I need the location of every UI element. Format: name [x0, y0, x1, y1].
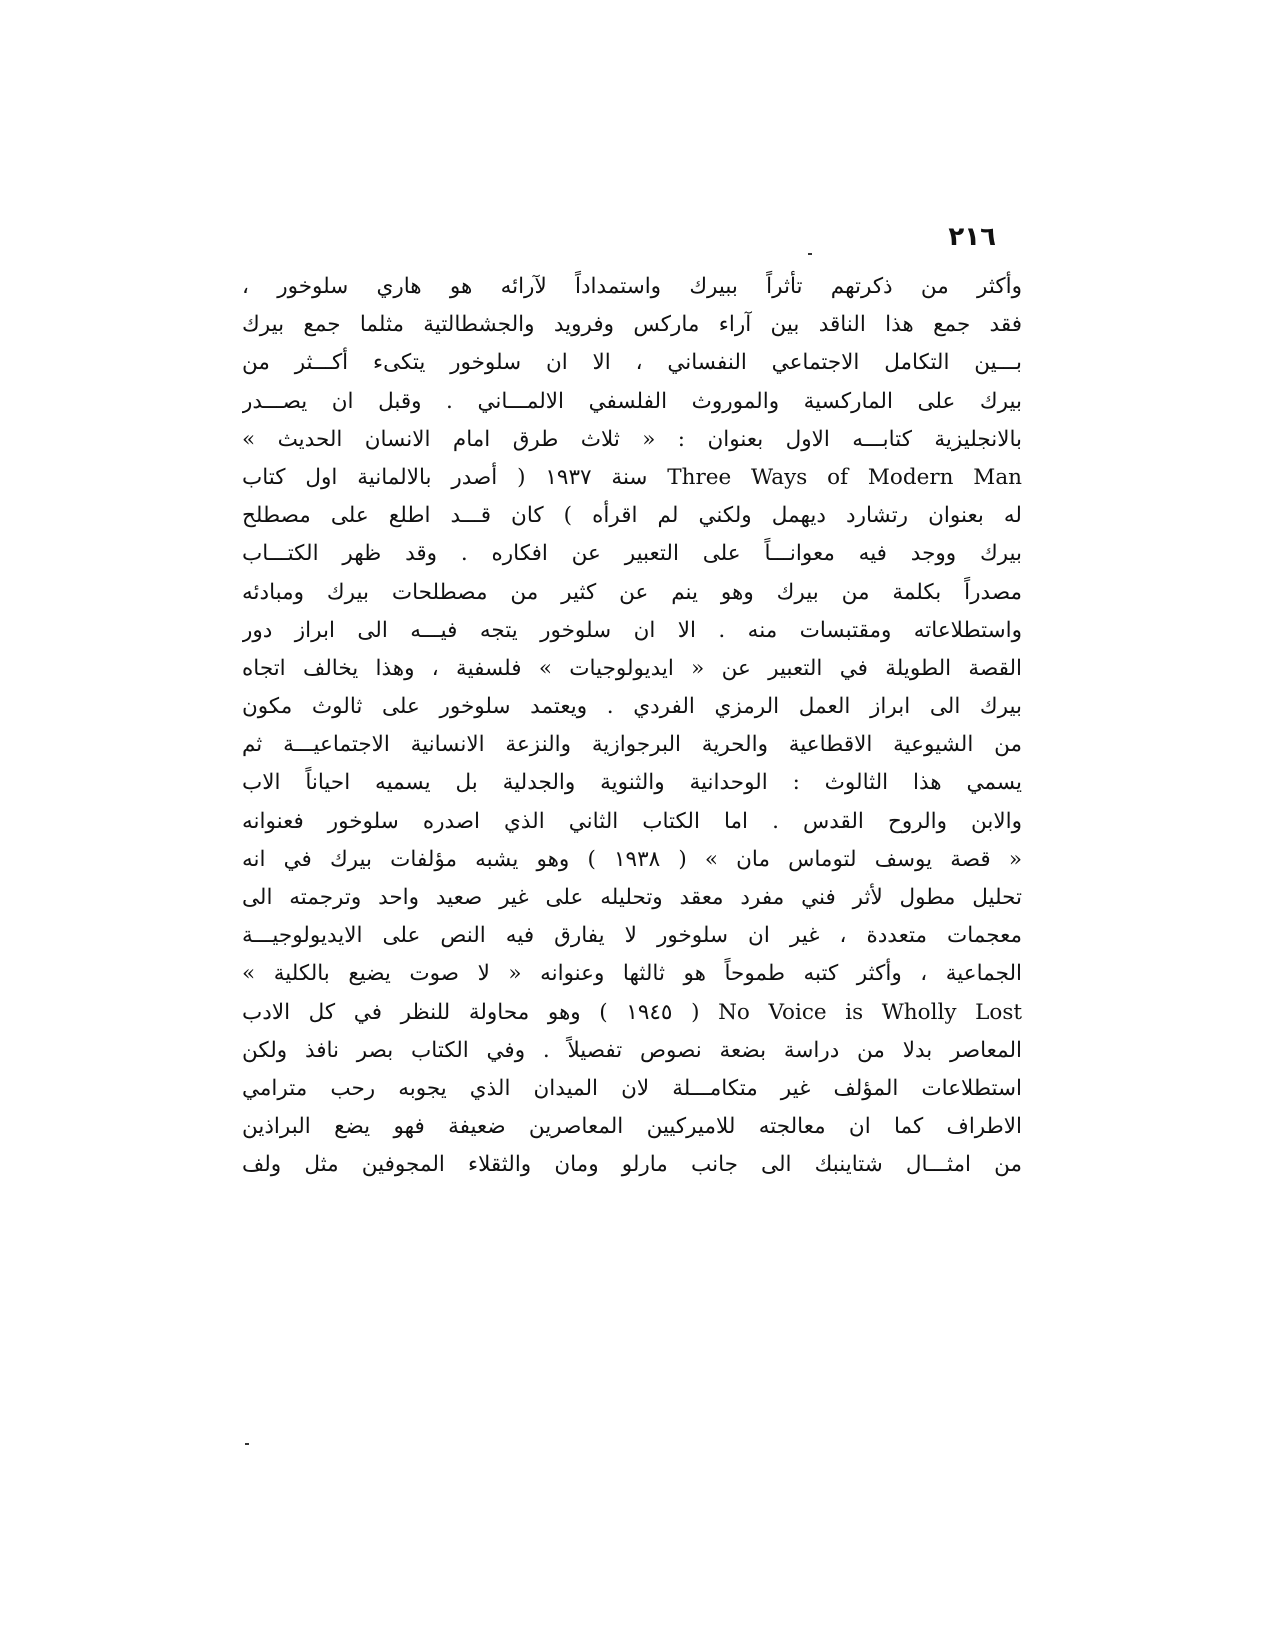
body-text [242, 268, 1022, 1185]
text-line: معجمات متعددة ، غير ان سلوخور لا يفارق فيه النص على الايديولوجيـــة [242, 923, 1022, 949]
text-line: القصة الطويلة في التعبير عن « ايديولوجيات » فلسفية ، وهذا يخالف اتجاه [242, 655, 1022, 681]
text-line: وأكثر من ذكرتهم تأثراً ببيرك واستمداداً لآرائه هو هاري سلوخور ، [242, 274, 1022, 299]
text-line: Three Ways of Modern Man سنة ١٩٣٧ ( أصدر بالالمانية اول كتاب [242, 464, 1022, 490]
text-line: الجماعية ، وأكثر كتبه طموحاً هو ثالثها وعنوانه « لا صوت يضيع بالكلية » [242, 961, 1022, 987]
page-speck [808, 253, 812, 255]
text-line: والابن والروح القدس . اما الكتاب الثاني الذي اصدره سلوخور فعنوانه [242, 808, 1022, 834]
text-line: له بعنوان رتشارد ديهمل ولكني لم اقرأه ) كان قـــد اطلع على مصطلح [242, 503, 1022, 529]
text-line: يسمي هذا الثالوث : الوحدانية والثنوية والجدلية بل يسميه احياناً الاب [242, 770, 1022, 796]
text-line: المعاصر بدلا من دراسة بضعة نصوص تفصيلاً . وفي الكتاب بصر نافذ ولكن [242, 1037, 1022, 1063]
text-line: بالانجليزية كتابـــه الاول بعنوان : « ثلاث طرق امام الانسان الحديث » [242, 426, 1022, 452]
text-line: بيرك على الماركسية والموروث الفلسفي الالمـــاني . وقبل ان يصـــدر [242, 388, 1022, 414]
text-line: فقد جمع هذا الناقد بين آراء ماركس وفرويد والجشطالتية مثلما جمع بيرك [242, 312, 1022, 338]
text-line: بـــين التكامل الاجتماعي النفساني ، الا ان سلوخور يتكىء أكـــثر من [242, 350, 1022, 376]
page-speck [245, 1443, 249, 1445]
text-line: بيرك ووجد فيه معوانـــاً على التعبير عن افكاره . وقد ظهر الكتـــاب [242, 541, 1022, 567]
text-line: من الشيوعية الاقطاعية والحرية البرجوازية والنزعة الانسانية الاجتماعيـــة ثم [242, 732, 1022, 758]
page-number: ٢١٦ [948, 222, 996, 252]
text-line: الاطراف كما ان معالجته للاميركيين المعاصرين ضعيفة فهو يضع البراذين [242, 1114, 1022, 1140]
text-line: « قصة يوسف لتوماس مان » ( ١٩٣٨ ) وهو يشبه مؤلفات بيرك في انه [242, 846, 1022, 872]
text-line: من امثـــال شتاينبك الى جانب مارلو ومان والثقلاء المجوفين مثل ولف [242, 1152, 1022, 1178]
text-line: مصدراً بكلمة من بيرك وهو ينم عن كثير من مصطلحات بيرك ومبادئه [242, 579, 1022, 605]
text-line: استطلاعات المؤلف غير متكامـــلة لان الميدان الذي يجوبه رحب مترامي [242, 1075, 1022, 1101]
text-line: واستطلاعاته ومقتبسات منه . الا ان سلوخور يتجه فيـــه الى ابراز دور [242, 617, 1022, 643]
text-line: بيرك الى ابراز العمل الرمزي الفردي . ويعتمد سلوخور على ثالوث مكون [242, 694, 1022, 720]
text-line: تحليل مطول لأثر فني مفرد معقد وتحليله على غير صعيد واحد وترجمته الى [242, 885, 1022, 910]
text-line: No Voice is Wholly Lost ( ١٩٤٥ ) وهو محاولة للنظر في كل الادب [242, 999, 1022, 1025]
